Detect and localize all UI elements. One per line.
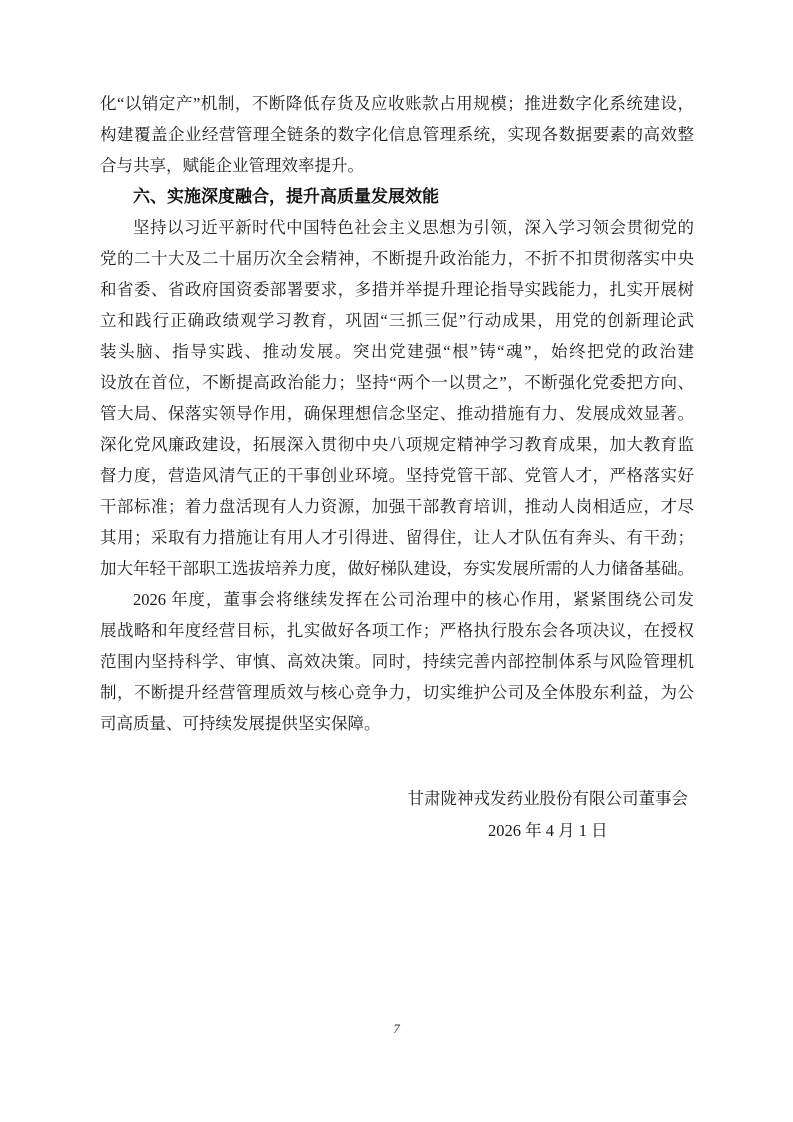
body-line: 深化党风廉政建设，拓展深入贯彻中央八项规定精神学习教育成果，加大教育监 — [100, 435, 694, 454]
body-line: 2026 年度，董事会将继续发挥在公司治理中的核心作用，紧紧围绕公司发 — [133, 590, 694, 609]
body-line: 督力度，营造风清气正的干事创业环境。坚持党管干部、党管人才，严格落实好 — [100, 466, 694, 485]
body-line: 合与共享，赋能企业管理效率提升。 — [100, 156, 364, 175]
body-line: 展战略和年度经营目标，扎实做好各项工作；严格执行股东会各项决议，在授权 — [100, 621, 694, 640]
body-line: 范围内坚持科学、审慎、高效决策。同时，持续完善内部控制体系与风险管理机 — [100, 652, 694, 671]
body-line: 化“以销定产”机制，不断降低存货及应收账款占用规模；推进数字化系统建设， — [100, 94, 694, 113]
body-line: 坚持以习近平新时代中国特色社会主义思想为引领，深入学习领会贯彻党的 — [133, 218, 694, 237]
body-line: 司高质量、可持续发展提供坚实保障。 — [100, 714, 381, 733]
body-line: 管大局、保落实领导作用，确保理想信念坚定、推动措施有力、发展成效显著。 — [100, 404, 694, 423]
body-line: 设放在首位，不断提高政治能力；坚持“两个一以贯之”，不断强化党委把方向、 — [100, 373, 694, 392]
page-number: 7 — [393, 1021, 400, 1036]
section-heading: 六、实施深度融合，提升高质量发展效能 — [133, 187, 439, 206]
signature-block — [408, 783, 689, 848]
signature-date: 2026 年 4 月 1 日 — [487, 821, 608, 840]
body-line: 立和践行正确政绩观学习教育，巩固“三抓三促”行动成果，用党的创新理论武 — [100, 311, 694, 330]
body-line: 和省委、省政府国资委部署要求，多措并举提升理论指导实践能力，扎实开展树 — [100, 280, 694, 299]
body-line: 装头脑、指导实践、推动发展。突出党建强“根”铸“魂”，始终把党的政治建 — [100, 342, 694, 361]
body-line: 其用；采取有力措施让有用人才引得进、留得住，让人才队伍有奔头、有干劲； — [100, 528, 694, 547]
document-body — [100, 88, 694, 848]
body-line: 构建覆盖企业经营管理全链条的数字化信息管理系统，实现各数据要素的高效整 — [100, 125, 694, 144]
body-line: 加大年轻干部职工选拔培养力度，做好梯队建设，夯实发展所需的人力储备基础。 — [100, 559, 694, 578]
body-line: 干部标准；着力盘活现有人力资源，加强干部教育培训，推动人岗相适应，才尽 — [100, 497, 694, 516]
body-line: 党的二十大及二十届历次全会精神，不断提升政治能力，不折不扣贯彻落实中央 — [100, 249, 694, 268]
body-line: 制，不断提升经营管理质效与核心竞争力，切实维护公司及全体股东利益，为公 — [100, 683, 694, 702]
signature-company: 甘肃陇神戎发药业股份有限公司董事会 — [407, 789, 688, 808]
